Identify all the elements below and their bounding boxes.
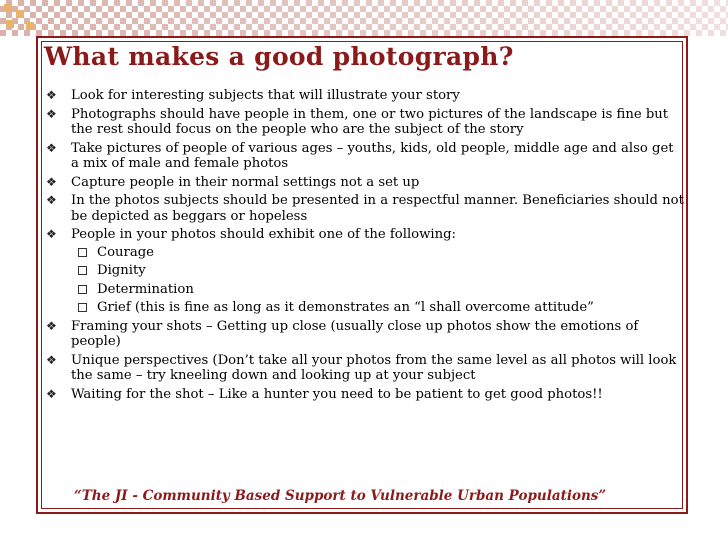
bullet-text: Look for interesting subjects that will illustrate your story — [71, 88, 460, 103]
diamond-bullet-icon: ❖ — [46, 174, 57, 189]
diamond-bullet-icon: ❖ — [46, 227, 57, 241]
square-bullet-icon — [78, 248, 87, 257]
bullet-text: Capture people in their normal settings not a set up — [71, 174, 420, 190]
bullet-item — [44, 88, 684, 104]
sub-bullet-text: Grief (this is fine as long as it demonstrates an “l shall overcome attitude” — [97, 300, 594, 315]
bullet-item — [44, 107, 684, 138]
diamond-bullet-icon: ❖ — [46, 88, 57, 102]
diamond-bullet-icon: ❖ — [46, 140, 57, 155]
sub-bullet-list — [71, 245, 684, 316]
bullet-text: In the photos subjects should be presented in a respectful manner. Beneficiaries should not be depicted as beggars or hopeless — [71, 193, 684, 224]
slide-footer: “The JI - Community Based Support to Vulnerable Urban Populations” — [74, 488, 607, 504]
bullet-text: Waiting for the shot – Like a hunter you need to be patient to get good photos!! — [71, 386, 603, 402]
bullet-text: People in your photos should exhibit one of the following: — [71, 227, 456, 242]
diamond-bullet-icon: ❖ — [46, 386, 57, 401]
corner-square — [4, 4, 12, 12]
square-bullet-icon — [78, 266, 87, 275]
bullet-item — [44, 387, 684, 403]
sub-bullet-item — [71, 245, 684, 261]
square-bullet-icon — [78, 285, 87, 294]
sub-bullet-text: Dignity — [97, 263, 146, 278]
diamond-bullet-icon: ❖ — [46, 106, 57, 121]
bullet-text: Framing your shots – Getting up close (usually close up photos show the emotions of people) — [71, 318, 639, 349]
bullet-item — [44, 353, 684, 384]
corner-square — [16, 10, 24, 18]
bullet-item — [44, 193, 684, 224]
bullet-text: Unique perspectives (Don’t take all your photos from the same level as all photos will look the same – try kneeling down and looking up at your subject — [71, 352, 677, 383]
sub-bullet-text: Determination — [97, 281, 194, 297]
corner-square — [6, 20, 14, 28]
diamond-bullet-icon: ❖ — [46, 193, 57, 207]
sub-bullet-item — [71, 263, 684, 279]
bullet-item — [44, 227, 684, 316]
bullet-text: Take pictures of people of various ages – youths, kids, old people, middle age and also get a mix of male and female photos — [71, 140, 674, 171]
bullet-text: Photographs should have people in them, one or two pictures of the landscape is fine but the rest should focus on the people who are the subject of the story — [71, 106, 669, 137]
diamond-bullet-icon: ❖ — [46, 318, 57, 333]
slide-title: What makes a good photograph? — [44, 42, 514, 71]
band-fade — [0, 0, 728, 36]
corner-ornament — [0, 0, 40, 36]
corner-square — [26, 22, 34, 30]
bullet-item — [44, 319, 684, 350]
diamond-bullet-icon: ❖ — [46, 352, 57, 367]
bullet-item — [44, 141, 684, 172]
sub-bullet-item — [71, 300, 684, 316]
sub-bullet-item — [71, 282, 684, 298]
bullet-item — [44, 175, 684, 191]
sub-bullet-text: Courage — [97, 244, 154, 260]
square-bullet-icon — [78, 303, 87, 312]
bullet-list — [44, 88, 684, 405]
